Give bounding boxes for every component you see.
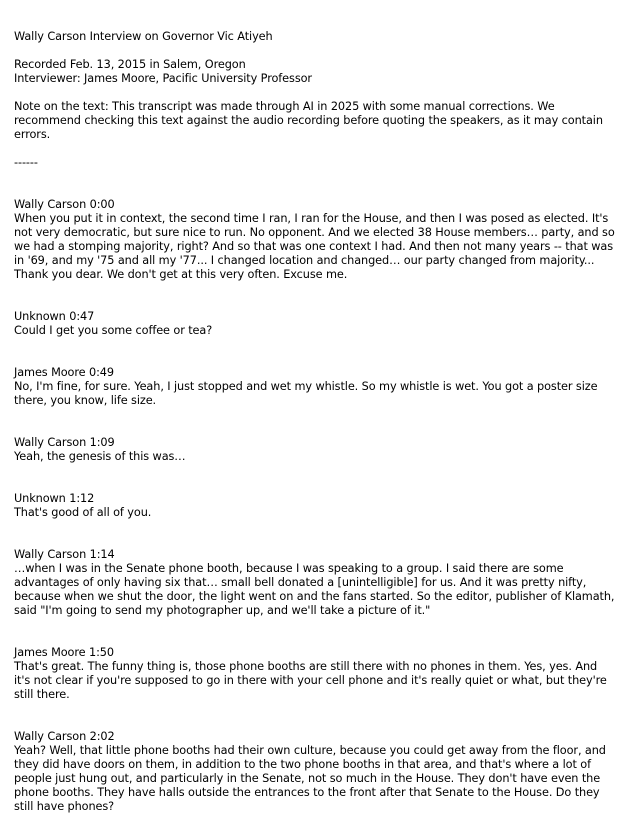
- spacer: [14, 408, 610, 436]
- utterance-line: Yeah, the genesis of this was…: [14, 450, 186, 463]
- speaker-label: James Moore 0:49: [14, 366, 114, 379]
- note-line: recommend checking this text against the audio recording before quoting the speakers, as it may contain: [14, 114, 603, 127]
- speaker-label: Wally Carson 2:02: [14, 730, 115, 743]
- speaker-label: James Moore 1:50: [14, 646, 114, 659]
- utterance-line: we had a stomping majority, right? And so that was one context I had. And then not many years -- that was: [14, 240, 614, 253]
- transcript-page: [14, 30, 615, 814]
- utterance-line: That's great. The funny thing is, those phone booths are still there with no phones in them. Yes, yes. And: [14, 660, 598, 673]
- transcript-entry: [14, 548, 615, 618]
- spacer: [14, 520, 610, 548]
- speaker-label: Wally Carson 1:09: [14, 436, 115, 449]
- spacer: [14, 282, 610, 310]
- spacer: [14, 618, 610, 646]
- utterance-line: it's not clear if you're supposed to go in there with your cell phone and it's really quiet or what, but they're: [14, 674, 607, 687]
- note-line: errors.: [14, 128, 51, 141]
- spacer: [14, 142, 610, 156]
- utterance-line: No, I'm fine, for sure. Yeah, I just stopped and wet my whistle. So my whistle is wet. You got a poster size: [14, 380, 598, 393]
- utterance-line: When you put it in context, the second time I ran, I ran for the House, and then I was posed as elected. It's: [14, 212, 609, 225]
- note-line: Note on the text: This transcript was made through AI in 2025 with some manual corrections. We: [14, 100, 555, 113]
- utterance-line: said "I'm going to send my photographer up, and we'll take a picture of it.": [14, 604, 431, 617]
- utterance-line: advantages of only having six that… small bell donated a [unintelligible] for us. And it was pretty nifty,: [14, 576, 587, 589]
- transcript-entry: [14, 310, 610, 338]
- transcript-entries: [14, 170, 615, 814]
- transcript-entry: [14, 198, 615, 282]
- document-title: Wally Carson Interview on Governor Vic Atiyeh: [14, 30, 273, 43]
- utterance-line: Thank you dear. We don't get at this very often. Excuse me.: [14, 268, 348, 281]
- transcript-entry: [14, 730, 610, 814]
- transcript-entry: [14, 436, 610, 464]
- speaker-label: Wally Carson 0:00: [14, 198, 115, 211]
- spacer: [14, 464, 610, 492]
- utterance-line: because when we shut the door, the light went on and the fans started. So the editor, publisher of Klamath,: [14, 590, 615, 603]
- speaker-label: Unknown 1:12: [14, 492, 95, 505]
- spacer: [14, 86, 610, 100]
- utterance-line: they did have doors on them, in addition to the two phone booths in that area, and that's where a lot of: [14, 758, 591, 771]
- utterance-line: in '69, and my '75 and all my '77... I changed location and changed… our party changed from majority...: [14, 254, 595, 267]
- recorded-info: Recorded Feb. 13, 2015 in Salem, Oregon: [14, 58, 246, 71]
- utterance-line: …when I was in the Senate phone booth, because I was speaking to a group. I said there are some: [14, 562, 564, 575]
- transcript-note: [14, 100, 610, 142]
- speaker-label: Wally Carson 1:14: [14, 548, 115, 561]
- spacer: [14, 170, 610, 198]
- spacer: [14, 338, 610, 366]
- utterance-line: there, you know, life size.: [14, 394, 157, 407]
- utterance-line: Yeah? Well, that little phone booths had their own culture, because you could get away from the floor, and: [14, 744, 606, 757]
- separator: ------: [14, 156, 38, 169]
- spacer: [14, 44, 610, 58]
- transcript-entry: [14, 366, 610, 408]
- interviewer-info: Interviewer: James Moore, Pacific University Professor: [14, 72, 312, 85]
- utterance-line: Could I get you some coffee or tea?: [14, 324, 213, 337]
- utterance-line: still there.: [14, 688, 70, 701]
- speaker-label: Unknown 0:47: [14, 310, 95, 323]
- spacer: [14, 702, 610, 730]
- utterance-line: people just hung out, and particularly in the Senate, not so much in the House. They don't have even the: [14, 772, 601, 785]
- transcript-entry: [14, 646, 610, 702]
- utterance-line: still have phones?: [14, 800, 115, 813]
- utterance-line: not very democratic, but sure nice to run. No opponent. And we elected 38 House members… party, and so: [14, 226, 615, 239]
- utterance-line: phone booths. They have halls outside the entrances to the front after that Senate to the House. Do they: [14, 786, 600, 799]
- utterance-line: That's good of all of you.: [14, 506, 152, 519]
- transcript-entry: [14, 492, 610, 520]
